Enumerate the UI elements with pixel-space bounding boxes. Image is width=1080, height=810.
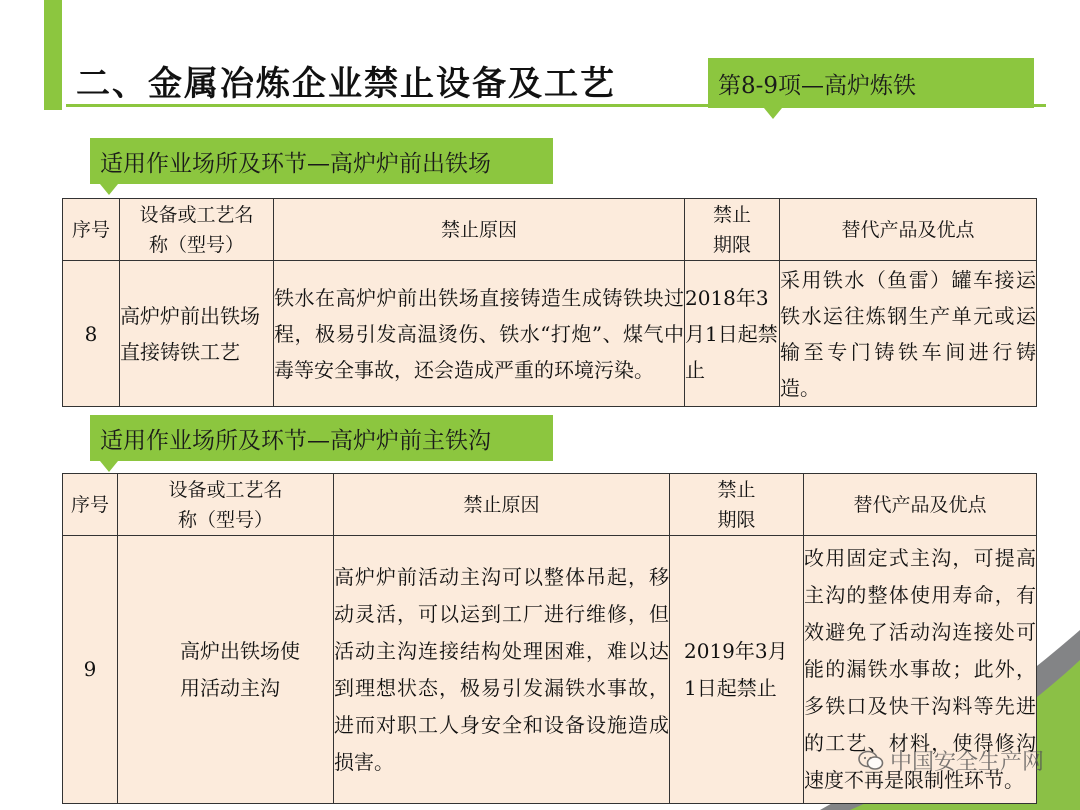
header-no: 序号 [63, 474, 118, 536]
row-deadline: 2019年3月1日起禁止 [670, 536, 804, 804]
header-equipment: 设备或工艺名 称（型号） [118, 474, 334, 536]
row-alternative: 采用铁水（鱼雷）罐车接运铁水运往炼钢生产单元或运输至专门铸铁车间进行铸造。 [780, 261, 1037, 407]
header-deadline: 禁止 期限 [670, 474, 804, 536]
header-alternative: 替代产品及优点 [804, 474, 1037, 536]
watermark-text: 中国安全生产网 [889, 750, 1044, 775]
header-alternative: 替代产品及优点 [780, 199, 1037, 261]
table-header-row [63, 199, 1037, 261]
table-row [63, 261, 1037, 407]
section-label-2 [90, 415, 553, 461]
row-equipment: 高炉炉前出铁场直接铸铁工艺 [120, 261, 274, 407]
row-equipment: 高炉出铁场使用活动主沟 [118, 536, 334, 804]
row-deadline: 2018年3月1日起禁止 [685, 261, 780, 407]
header-reason: 禁止原因 [274, 199, 685, 261]
watermark [858, 745, 1044, 776]
header-no: 序号 [63, 199, 120, 261]
row-reason: 铁水在高炉炉前出铁场直接铸造生成铸铁块过程，极易引发高温烫伤、铁水“打炮”、煤气中毒等安全事故，还会造成严重的环境污染。 [274, 261, 685, 407]
table-header-row [63, 474, 1037, 536]
row-reason: 高炉炉前活动主沟可以整体吊起，移动灵活，可以运到工厂进行维修，但活动主沟连接结构处理困难，难以达到理想状态，极易引发漏铁水事故，进而对职工人身安全和设备设施造成损害。 [334, 536, 670, 804]
item-range-label: 第8-9项—高炉炼铁 [718, 72, 917, 99]
header-reason: 禁止原因 [334, 474, 670, 536]
section-label-1-text: 适用作业场所及环节—高炉炉前出铁场 [100, 150, 491, 177]
item-range-tag [708, 58, 1034, 108]
wechat-icon [858, 750, 884, 772]
header-equipment: 设备或工艺名 称（型号） [120, 199, 274, 261]
page-title: 二、金属冶炼企业禁止设备及工艺 [76, 64, 616, 104]
ban-table-item-8 [62, 198, 1037, 407]
row-no: 8 [63, 261, 120, 407]
row-alternative: 改用固定式主沟，可提高主沟的整体使用寿命，有效避免了活动沟连接处可能的漏铁水事故；此外，多铁口及快干沟料等先进的工艺、材料，使得修沟速度不再是限制性环节。 [804, 536, 1037, 804]
section-label-1 [90, 138, 553, 184]
header-deadline: 禁止 期限 [685, 199, 780, 261]
left-accent-bar [44, 0, 62, 110]
section-label-2-text: 适用作业场所及环节—高炉炉前主铁沟 [100, 427, 491, 454]
row-no: 9 [63, 536, 118, 804]
